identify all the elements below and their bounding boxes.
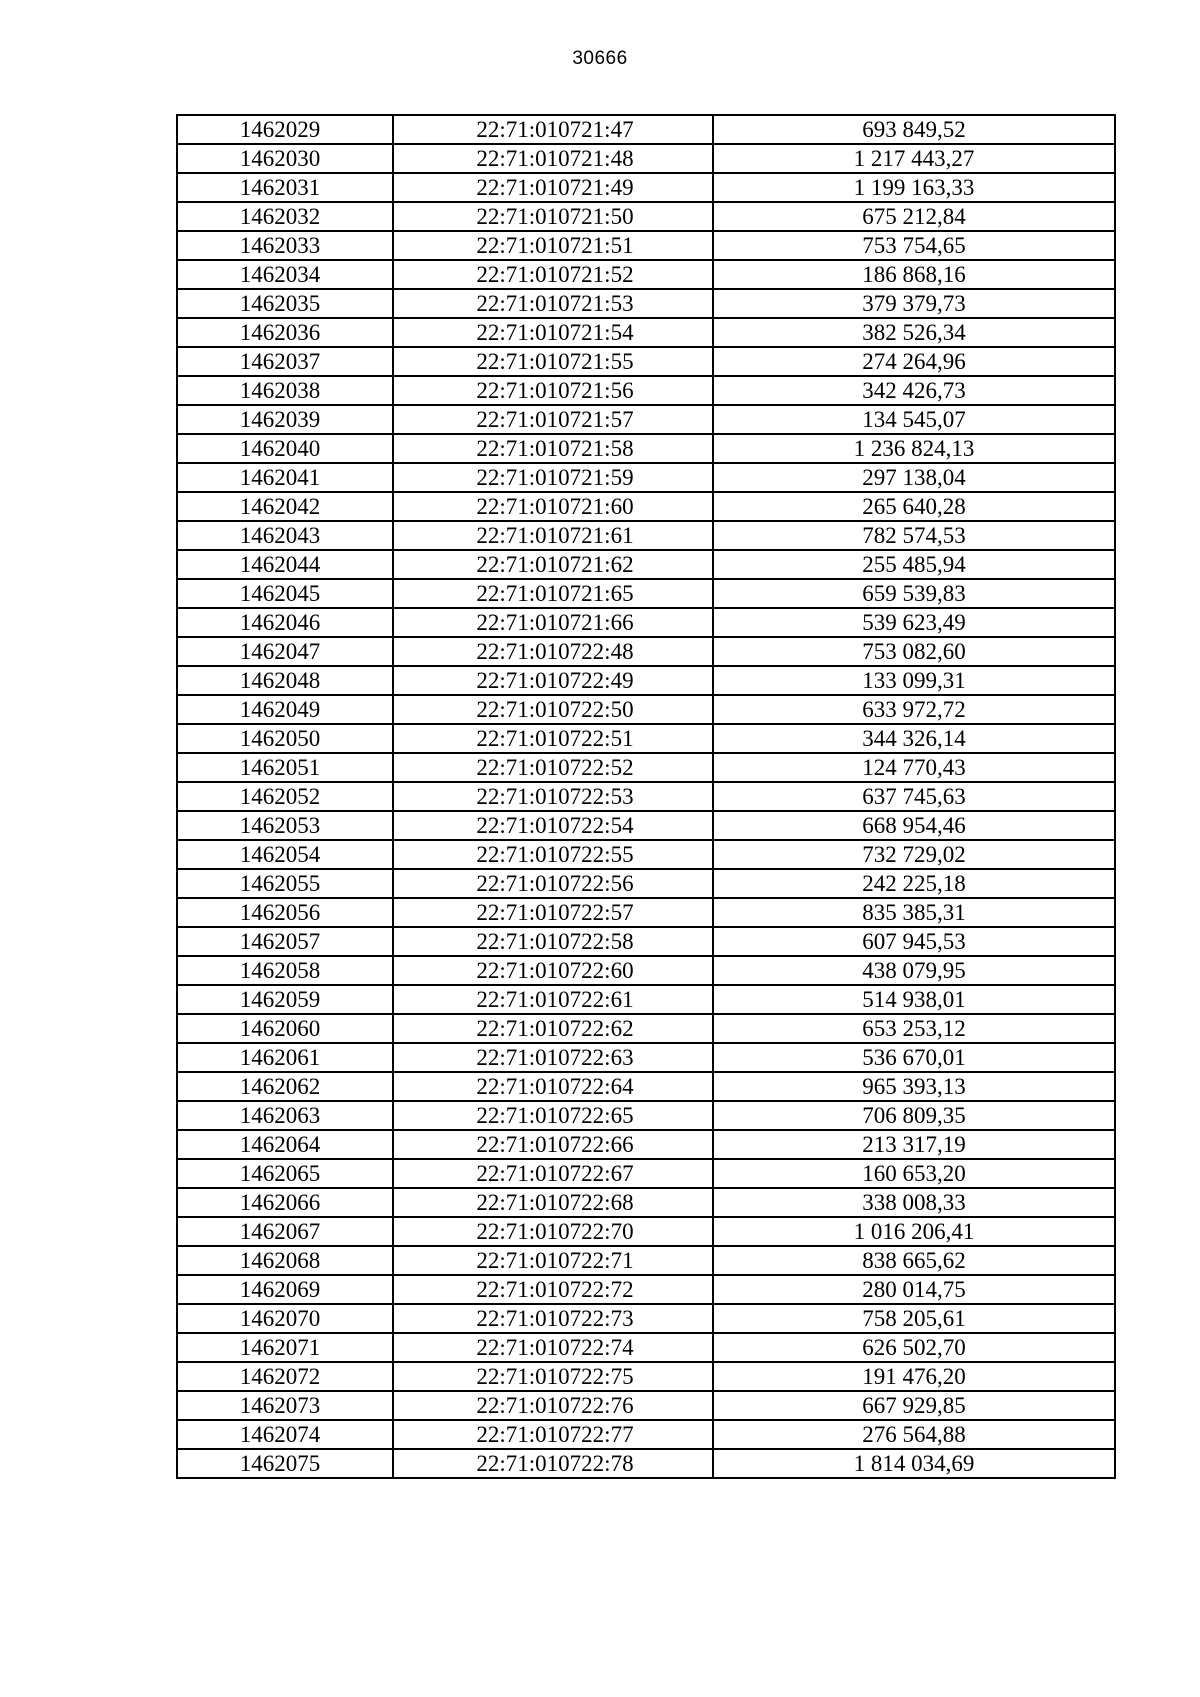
cadastral-number-cell: 22:71:010722:71 (393, 1246, 713, 1275)
row-number-cell: 1462039 (177, 405, 393, 434)
row-number-cell: 1462044 (177, 550, 393, 579)
cadastral-number-cell: 22:71:010722:70 (393, 1217, 713, 1246)
table-row (177, 608, 1115, 637)
cadastral-value-cell: 659 539,83 (713, 579, 1115, 608)
cadastral-number-cell: 22:71:010721:58 (393, 434, 713, 463)
cadastral-value-cell: 274 264,96 (713, 347, 1115, 376)
table-row (177, 985, 1115, 1014)
table-row (177, 1188, 1115, 1217)
table-row (177, 347, 1115, 376)
cadastral-number-cell: 22:71:010722:54 (393, 811, 713, 840)
row-number-cell: 1462058 (177, 956, 393, 985)
cadastral-value-cell: 276 564,88 (713, 1420, 1115, 1449)
cadastral-number-cell: 22:71:010722:78 (393, 1449, 713, 1478)
cadastral-number-cell: 22:71:010721:53 (393, 289, 713, 318)
cadastral-number-cell: 22:71:010722:64 (393, 1072, 713, 1101)
table-row (177, 579, 1115, 608)
row-number-cell: 1462057 (177, 927, 393, 956)
cadastral-value-cell: 637 745,63 (713, 782, 1115, 811)
cadastral-number-cell: 22:71:010722:49 (393, 666, 713, 695)
table-row (177, 521, 1115, 550)
cadastral-number-cell: 22:71:010721:57 (393, 405, 713, 434)
row-number-cell: 1462059 (177, 985, 393, 1014)
row-number-cell: 1462051 (177, 753, 393, 782)
cadastral-number-cell: 22:71:010721:65 (393, 579, 713, 608)
cadastral-value-cell: 1 217 443,27 (713, 144, 1115, 173)
row-number-cell: 1462029 (177, 115, 393, 144)
cadastral-value-cell: 1 199 163,33 (713, 173, 1115, 202)
row-number-cell: 1462033 (177, 231, 393, 260)
table-row (177, 463, 1115, 492)
cadastral-number-cell: 22:71:010721:55 (393, 347, 713, 376)
row-number-cell: 1462048 (177, 666, 393, 695)
table-row (177, 1362, 1115, 1391)
cadastral-value-cell: 344 326,14 (713, 724, 1115, 753)
row-number-cell: 1462053 (177, 811, 393, 840)
table-row (177, 1275, 1115, 1304)
cadastral-value-cell: 706 809,35 (713, 1101, 1115, 1130)
row-number-cell: 1462061 (177, 1043, 393, 1072)
row-number-cell: 1462030 (177, 144, 393, 173)
table-row (177, 869, 1115, 898)
row-number-cell: 1462066 (177, 1188, 393, 1217)
row-number-cell: 1462065 (177, 1159, 393, 1188)
row-number-cell: 1462068 (177, 1246, 393, 1275)
row-number-cell: 1462043 (177, 521, 393, 550)
row-number-cell: 1462049 (177, 695, 393, 724)
table-row (177, 840, 1115, 869)
cadastral-value-cell: 186 868,16 (713, 260, 1115, 289)
cadastral-number-cell: 22:71:010721:47 (393, 115, 713, 144)
cadastral-number-cell: 22:71:010722:75 (393, 1362, 713, 1391)
row-number-cell: 1462054 (177, 840, 393, 869)
table-row (177, 637, 1115, 666)
cadastral-value-cell: 626 502,70 (713, 1333, 1115, 1362)
table-row (177, 1391, 1115, 1420)
cadastral-value-cell: 633 972,72 (713, 695, 1115, 724)
table-row (177, 956, 1115, 985)
table-row (177, 550, 1115, 579)
row-number-cell: 1462045 (177, 579, 393, 608)
table-row (177, 376, 1115, 405)
table-row (177, 289, 1115, 318)
cadastral-number-cell: 22:71:010721:60 (393, 492, 713, 521)
cadastral-value-cell: 667 929,85 (713, 1391, 1115, 1420)
row-number-cell: 1462052 (177, 782, 393, 811)
cadastral-value-cell: 338 008,33 (713, 1188, 1115, 1217)
cadastral-value-cell: 160 653,20 (713, 1159, 1115, 1188)
cadastral-value-cell: 342 426,73 (713, 376, 1115, 405)
row-number-cell: 1462034 (177, 260, 393, 289)
row-number-cell: 1462069 (177, 1275, 393, 1304)
cadastral-number-cell: 22:71:010721:50 (393, 202, 713, 231)
table-row (177, 1449, 1115, 1478)
cadastral-value-cell: 668 954,46 (713, 811, 1115, 840)
table-row (177, 202, 1115, 231)
cadastral-number-cell: 22:71:010721:61 (393, 521, 713, 550)
cadastral-value-cell: 1 236 824,13 (713, 434, 1115, 463)
cadastral-value-cell: 536 670,01 (713, 1043, 1115, 1072)
cadastral-number-cell: 22:71:010722:67 (393, 1159, 713, 1188)
row-number-cell: 1462041 (177, 463, 393, 492)
cadastral-value-cell: 782 574,53 (713, 521, 1115, 550)
table-row (177, 318, 1115, 347)
table-row (177, 1246, 1115, 1275)
row-number-cell: 1462073 (177, 1391, 393, 1420)
row-number-cell: 1462067 (177, 1217, 393, 1246)
table-row (177, 492, 1115, 521)
row-number-cell: 1462046 (177, 608, 393, 637)
row-number-cell: 1462040 (177, 434, 393, 463)
cadastral-value-cell: 675 212,84 (713, 202, 1115, 231)
cadastral-number-cell: 22:71:010722:72 (393, 1275, 713, 1304)
cadastral-value-cell: 607 945,53 (713, 927, 1115, 956)
table-row (177, 666, 1115, 695)
table-row (177, 115, 1115, 144)
cadastral-value-cell: 1 016 206,41 (713, 1217, 1115, 1246)
table-row (177, 724, 1115, 753)
cadastral-number-cell: 22:71:010722:68 (393, 1188, 713, 1217)
cadastral-value-cell: 753 082,60 (713, 637, 1115, 666)
cadastral-value-cell: 265 640,28 (713, 492, 1115, 521)
cadastral-number-cell: 22:71:010722:77 (393, 1420, 713, 1449)
row-number-cell: 1462047 (177, 637, 393, 666)
cadastral-value-cell: 539 623,49 (713, 608, 1115, 637)
row-number-cell: 1462042 (177, 492, 393, 521)
cadastral-number-cell: 22:71:010722:53 (393, 782, 713, 811)
table-row (177, 405, 1115, 434)
row-number-cell: 1462064 (177, 1130, 393, 1159)
table-row (177, 1159, 1115, 1188)
row-number-cell: 1462037 (177, 347, 393, 376)
row-number-cell: 1462056 (177, 898, 393, 927)
row-number-cell: 1462038 (177, 376, 393, 405)
row-number-cell: 1462070 (177, 1304, 393, 1333)
cadastral-value-cell: 134 545,07 (713, 405, 1115, 434)
row-number-cell: 1462050 (177, 724, 393, 753)
cadastral-number-cell: 22:71:010722:51 (393, 724, 713, 753)
cadastral-number-cell: 22:71:010721:49 (393, 173, 713, 202)
cadastral-value-cell: 297 138,04 (713, 463, 1115, 492)
cadastral-value-cell: 255 485,94 (713, 550, 1115, 579)
cadastral-value-cell: 382 526,34 (713, 318, 1115, 347)
cadastral-value-cell: 124 770,43 (713, 753, 1115, 782)
cadastral-number-cell: 22:71:010722:52 (393, 753, 713, 782)
cadastral-number-cell: 22:71:010722:74 (393, 1333, 713, 1362)
cadastral-value-cell: 379 379,73 (713, 289, 1115, 318)
table-row (177, 1072, 1115, 1101)
cadastral-value-cell: 758 205,61 (713, 1304, 1115, 1333)
table-row (177, 1333, 1115, 1362)
table-row (177, 1217, 1115, 1246)
cadastral-number-cell: 22:71:010721:59 (393, 463, 713, 492)
table-row (177, 1014, 1115, 1043)
cadastral-value-cell: 514 938,01 (713, 985, 1115, 1014)
table-row (177, 231, 1115, 260)
row-number-cell: 1462055 (177, 869, 393, 898)
cadastral-value-cell: 133 099,31 (713, 666, 1115, 695)
row-number-cell: 1462063 (177, 1101, 393, 1130)
cadastral-number-cell: 22:71:010722:60 (393, 956, 713, 985)
table-row (177, 1420, 1115, 1449)
row-number-cell: 1462031 (177, 173, 393, 202)
row-number-cell: 1462071 (177, 1333, 393, 1362)
table-row (177, 1043, 1115, 1072)
cadastral-number-cell: 22:71:010721:54 (393, 318, 713, 347)
cadastral-number-cell: 22:71:010721:51 (393, 231, 713, 260)
cadastral-number-cell: 22:71:010721:62 (393, 550, 713, 579)
cadastral-number-cell: 22:71:010722:62 (393, 1014, 713, 1043)
cadastral-number-cell: 22:71:010722:56 (393, 869, 713, 898)
table-row (177, 1101, 1115, 1130)
row-number-cell: 1462075 (177, 1449, 393, 1478)
cadastral-value-cell: 280 014,75 (713, 1275, 1115, 1304)
cadastral-value-cell: 693 849,52 (713, 115, 1115, 144)
row-number-cell: 1462072 (177, 1362, 393, 1391)
row-number-cell: 1462032 (177, 202, 393, 231)
cadastral-number-cell: 22:71:010721:48 (393, 144, 713, 173)
row-number-cell: 1462036 (177, 318, 393, 347)
table-row (177, 260, 1115, 289)
table-row (177, 811, 1115, 840)
cadastral-number-cell: 22:71:010722:65 (393, 1101, 713, 1130)
table-row (177, 144, 1115, 173)
table-row (177, 1304, 1115, 1333)
cadastral-number-cell: 22:71:010721:56 (393, 376, 713, 405)
table-row (177, 1130, 1115, 1159)
cadastral-number-cell: 22:71:010722:48 (393, 637, 713, 666)
cadastral-value-table (176, 114, 1116, 1479)
cadastral-number-cell: 22:71:010722:61 (393, 985, 713, 1014)
row-number-cell: 1462062 (177, 1072, 393, 1101)
cadastral-value-cell: 835 385,31 (713, 898, 1115, 927)
cadastral-value-cell: 653 253,12 (713, 1014, 1115, 1043)
table-body (177, 115, 1115, 1478)
cadastral-value-cell: 1 814 034,69 (713, 1449, 1115, 1478)
cadastral-value-cell: 732 729,02 (713, 840, 1115, 869)
table-row (177, 753, 1115, 782)
cadastral-number-cell: 22:71:010722:63 (393, 1043, 713, 1072)
cadastral-number-cell: 22:71:010722:73 (393, 1304, 713, 1333)
table-row (177, 434, 1115, 463)
cadastral-number-cell: 22:71:010722:55 (393, 840, 713, 869)
table-row (177, 782, 1115, 811)
row-number-cell: 1462060 (177, 1014, 393, 1043)
cadastral-value-cell: 242 225,18 (713, 869, 1115, 898)
cadastral-number-cell: 22:71:010722:66 (393, 1130, 713, 1159)
cadastral-number-cell: 22:71:010722:50 (393, 695, 713, 724)
row-number-cell: 1462074 (177, 1420, 393, 1449)
cadastral-number-cell: 22:71:010722:76 (393, 1391, 713, 1420)
cadastral-number-cell: 22:71:010721:66 (393, 608, 713, 637)
table-row (177, 695, 1115, 724)
cadastral-number-cell: 22:71:010722:57 (393, 898, 713, 927)
page-number: 30666 (572, 48, 628, 69)
cadastral-value-cell: 753 754,65 (713, 231, 1115, 260)
table-row (177, 898, 1115, 927)
table-row (177, 927, 1115, 956)
cadastral-value-cell: 838 665,62 (713, 1246, 1115, 1275)
row-number-cell: 1462035 (177, 289, 393, 318)
cadastral-value-cell: 965 393,13 (713, 1072, 1115, 1101)
table-row (177, 173, 1115, 202)
cadastral-value-cell: 438 079,95 (713, 956, 1115, 985)
cadastral-value-cell: 213 317,19 (713, 1130, 1115, 1159)
cadastral-value-cell: 191 476,20 (713, 1362, 1115, 1391)
cadastral-number-cell: 22:71:010722:58 (393, 927, 713, 956)
cadastral-number-cell: 22:71:010721:52 (393, 260, 713, 289)
